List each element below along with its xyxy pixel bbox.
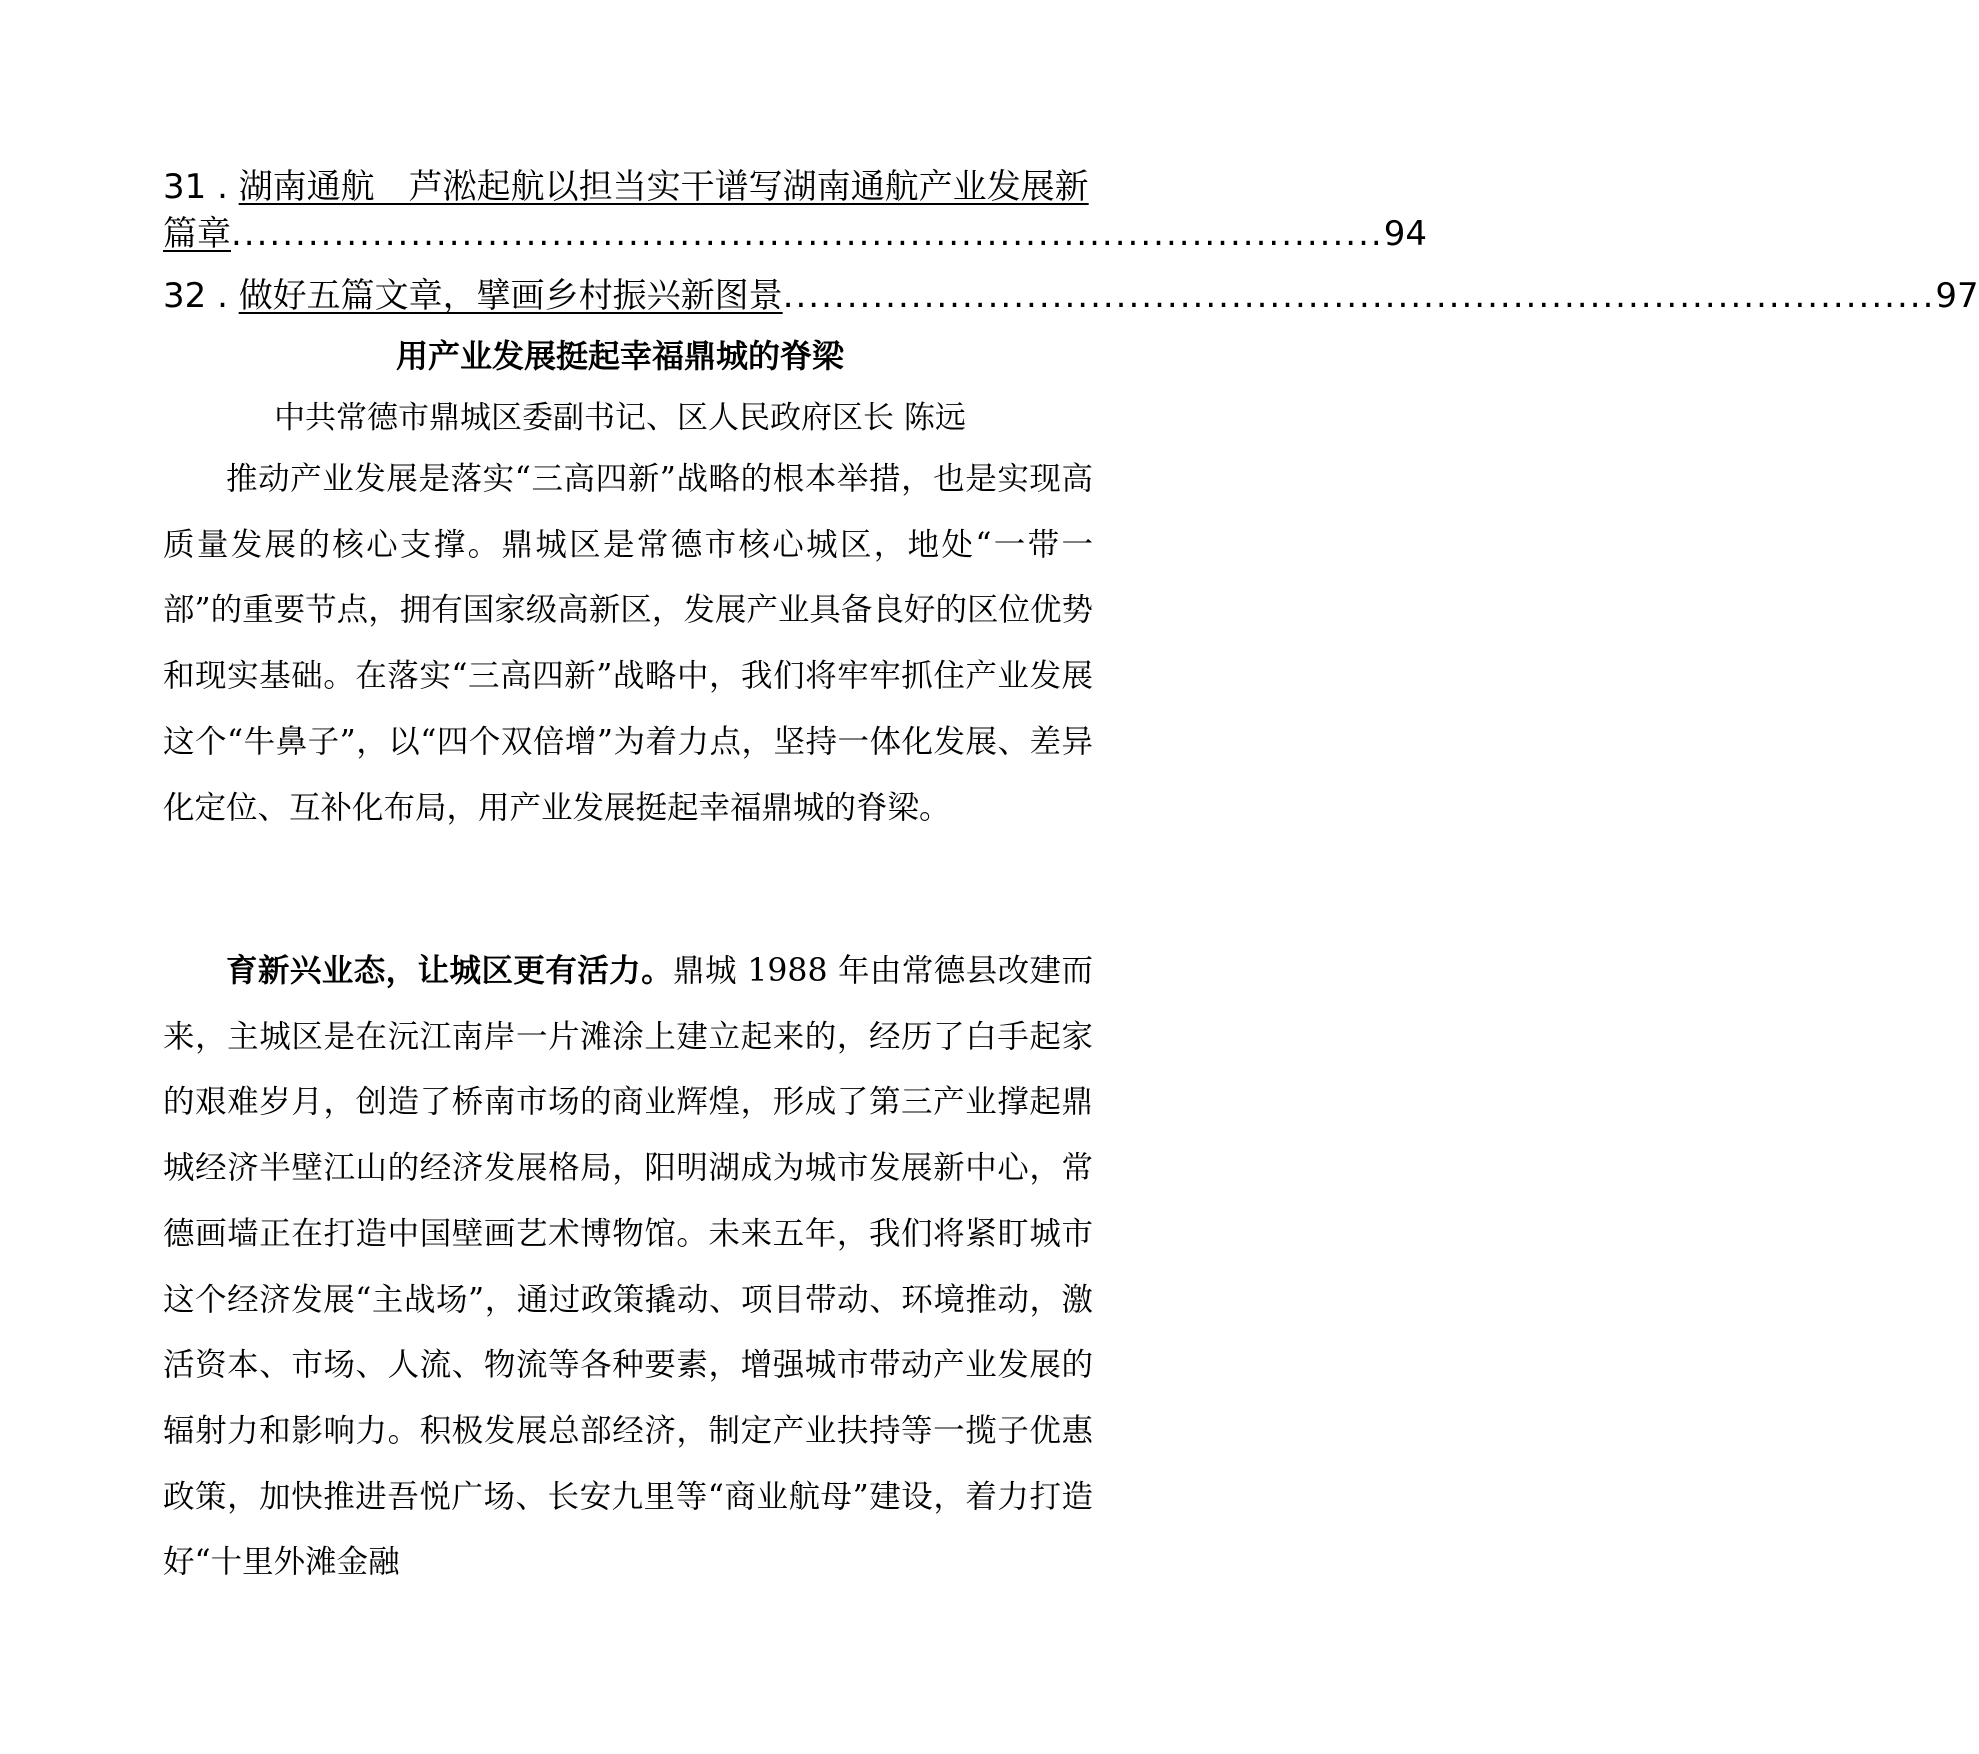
toc-entry-link[interactable]: 湖南通航 芦淞起航以担当实干谱写湖南通航产业发展新 xyxy=(238,167,1089,207)
toc-entry-31[interactable] xyxy=(163,164,1089,210)
toc-page-number: 97 xyxy=(1935,276,1979,316)
toc-page-number: 94 xyxy=(1383,214,1427,254)
toc-entry-31-continuation[interactable] xyxy=(163,211,1427,257)
article-author: 中共常德市鼎城区委副书记、区人民政府区长 陈远 xyxy=(274,400,966,436)
toc-entry-link-continued[interactable]: 篇章 xyxy=(163,214,231,254)
paragraph-lead-heading: 育新兴业态，让城区更有活力。 xyxy=(226,953,674,989)
article-title: 用产业发展挺起幸福鼎城的脊梁 xyxy=(395,337,844,375)
toc-entry-number: 31 . xyxy=(163,167,239,207)
toc-entry-32[interactable] xyxy=(163,273,1979,319)
paragraph-body-text: 鼎城 1988 年由常德县改建而来，主城区是在沅江南岸一片滩涂上建立起来的，经历了白手起家的艰难岁月，创造了桥南市场的商业辉煌，形成了第三产业撑起鼎城经济半壁江山的经济发展格局，阳明湖成为城市发展新中心，常德画墙正在打造中国壁画艺术博物馆。未来五年，我们将紧盯城市这个经济发展“主战场”，通过政策撬动、项目带动、环境推动，激活资本、市场、人流、物流等各种要素，增强城市带动产业发展的辐射力和影响力。积极发展总部经济，制定产业扶持等一揽子优惠政策，加快推进吾悦广场、长安九里等“商业航母”建设，着力打造好“十里外滩金融 xyxy=(163,953,1093,1581)
body-paragraph-2 xyxy=(163,939,1093,1596)
toc-entry-number: 32 . xyxy=(163,276,239,316)
toc-leader-dots: .......................................................................................... xyxy=(782,276,1936,316)
toc-entry-link[interactable]: 做好五篇文章，擘画乡村振兴新图景 xyxy=(238,276,783,316)
toc-leader-dots: .......................................................................................... xyxy=(231,214,1384,254)
body-paragraph-1: 推动产业发展是落实“三高四新”战略的根本举措，也是实现高质量发展的核心支撑。鼎城区是常德市核心城区，地处“一带一部”的重要节点，拥有国家级高新区，发展产业具备良好的区位优势和现实基础。在落实“三高四新”战略中，我们将牢牢抓住产业发展这个“牛鼻子”，以“四个双倍增”为着力点，坚持一体化发展、差异化定位、互补化布局，用产业发展挺起幸福鼎城的脊梁。 xyxy=(163,461,1093,826)
